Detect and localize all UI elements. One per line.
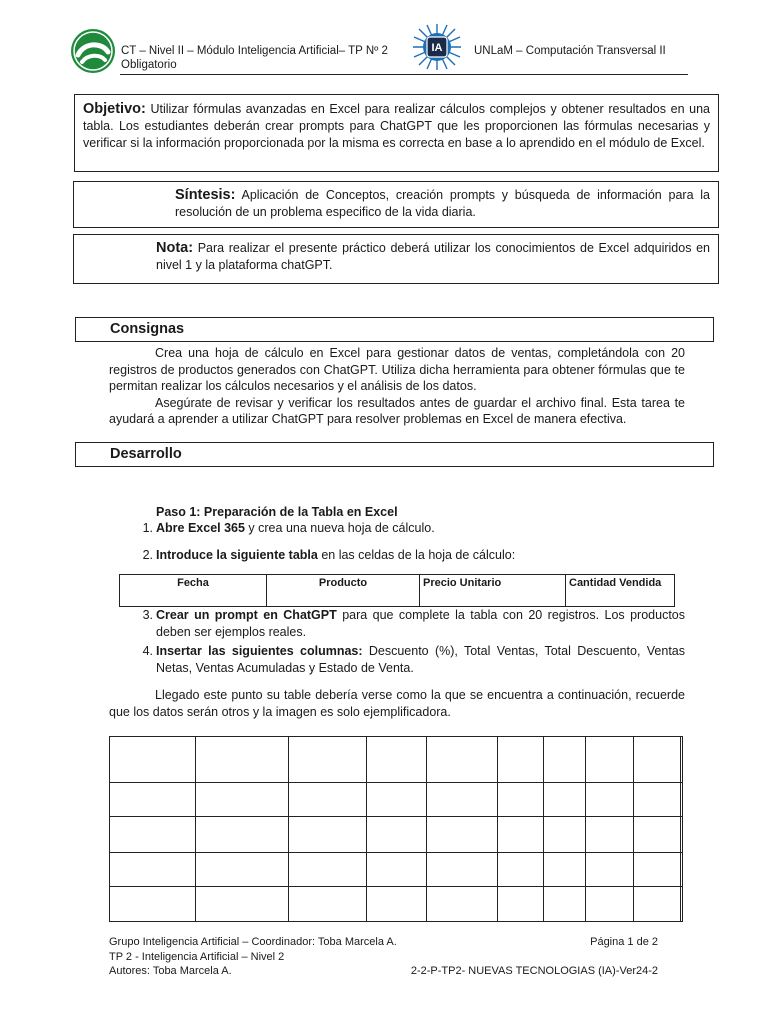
table-cell: [634, 817, 681, 852]
step-title: Paso 1: Preparación de la Tabla en Excel: [156, 505, 398, 519]
list-item-bold: Insertar las siguientes columnas:: [156, 644, 363, 658]
table-cell: [427, 886, 498, 921]
consignas-paragraph-2: Asegúrate de revisar y verificar los resultados antes de guardar el archivo final. Esta tarea te ayudará a aprender a utilizar ChatGPT para resolver problemas en Excel de manera efectiva.: [109, 395, 685, 426]
table-cell: [634, 886, 681, 921]
consignas-paragraph-1: Crea una hoja de cálculo en Excel para gestionar datos de ventas, completándola con 20 registros de productos generados con ChatGPT. Utiliza dicha herramienta para obtener fórmulas que te permitan realizar los cálculos necesarios y el análisis de los datos.: [109, 346, 685, 393]
table-cell: [586, 886, 634, 921]
table-cell: [544, 886, 586, 921]
note-text: Para realizar el presente práctico deberá utilizar los conocimientos de Excel adquiridos en nivel 1 y la plataforma chatGPT.: [156, 241, 710, 272]
list-item: [133, 643, 685, 677]
table-cell: [196, 783, 289, 817]
footer-page-number: Página 1 de 2: [590, 936, 658, 948]
list-number: 4.: [142, 644, 153, 658]
footer-group: Grupo Inteligencia Artificial – Coordinador: Toba Marcela A.: [109, 936, 397, 948]
table-cell: [634, 737, 681, 783]
section-heading-consignas: Consignas: [75, 317, 714, 342]
objective-label: Objetivo:: [83, 101, 146, 117]
footer-doc-code: 2-2-P-TP2- NUEVAS TECNOLOGIAS (IA)-Ver24-2: [410, 965, 658, 977]
table-row: [110, 886, 683, 921]
list-item-bold: Abre Excel 365: [156, 521, 245, 535]
table-cell: [681, 852, 683, 886]
list-item-bold: Crear un prompt en ChatGPT: [156, 608, 337, 622]
table-cell: [289, 886, 367, 921]
ia-badge-text: IA: [431, 42, 443, 54]
table-cell: [634, 783, 681, 817]
table-cell: [586, 817, 634, 852]
table-cell: [110, 737, 196, 783]
column-header-producto: Producto: [267, 575, 420, 607]
synthesis-box: [73, 181, 719, 228]
table-cell: [367, 817, 427, 852]
table-cell: [586, 737, 634, 783]
table-cell: [544, 817, 586, 852]
list-number: 3.: [142, 608, 153, 622]
column-header-cantidad: Cantidad Vendida: [566, 575, 675, 607]
table-cell: [498, 817, 544, 852]
table-cell: [427, 737, 498, 783]
list-item-text: para que complete la tabla con 20 registros. Los productos deben ser ejemplos reales.: [156, 608, 685, 639]
table-cell: [110, 783, 196, 817]
header-university: UNLaM – Computación Transversal II: [474, 45, 666, 57]
table-cell: [289, 817, 367, 852]
list-number: 1.: [142, 521, 153, 535]
table-cell: [498, 886, 544, 921]
table-cell: [498, 737, 544, 783]
list-item: [133, 607, 685, 641]
list-number: 2.: [142, 548, 153, 562]
table-cell: [289, 783, 367, 817]
table-cell: [681, 886, 683, 921]
footer-authors: Autores: Toba Marcela A.: [109, 965, 232, 977]
synthesis-text: Aplicación de Conceptos, creación prompts y búsqueda de información para la resolución de un problema especifico de la vida diaria.: [175, 188, 710, 219]
table-cell: [289, 737, 367, 783]
table-cell: [681, 817, 683, 852]
footer-tp: TP 2 - Inteligencia Artificial – Nivel 2: [109, 950, 285, 963]
table-row: [110, 783, 683, 817]
table-row: [110, 817, 683, 852]
header-title: CT – Nivel II – Módulo Inteligencia Artificial– TP Nº 2 Obligatorio: [121, 45, 388, 71]
list-item-text: Descuento (%), Total Ventas, Total Descuento, Ventas Netas, Ventas Acumuladas y Estado de Venta.: [156, 644, 685, 675]
table-cell: [586, 852, 634, 886]
table-cell: [634, 852, 681, 886]
table-cell: [289, 852, 367, 886]
table-row: [110, 737, 683, 783]
table-cell: [681, 783, 683, 817]
note-label: Nota:: [156, 240, 194, 256]
table-cell: [544, 852, 586, 886]
section-heading-desarrollo: Desarrollo: [75, 442, 714, 467]
list-item-bold: Introduce la siguiente tabla: [156, 548, 318, 562]
table-cell: [196, 886, 289, 921]
table-cell: [586, 783, 634, 817]
initial-columns-table: [119, 574, 675, 607]
list-item-text: y crea una nueva hoja de cálculo.: [244, 521, 435, 535]
column-header-precio: Precio Unitario: [420, 575, 566, 607]
objective-box: [74, 94, 719, 172]
table-cell: [196, 737, 289, 783]
table-cell: [196, 817, 289, 852]
list-item: [133, 547, 685, 564]
objective-text: Utilizar fórmulas avanzadas en Excel para realizar cálculos complejos y obtener resultados en una tabla. Los estudiantes deberán crear prompts para ChatGPT que les proporcionen las fórmulas necesarias y verificar si la información proporcionada por la misma es correcta en base a lo aprendido en el módulo de Excel.: [83, 102, 710, 150]
table-cell: [498, 783, 544, 817]
example-grid-table: [109, 736, 683, 922]
list-item-text: en las celdas de la hoja de cálculo:: [317, 548, 516, 562]
ia-chip-logo: [410, 22, 464, 72]
table-cell: [367, 852, 427, 886]
table-cell: [367, 783, 427, 817]
note-box: [73, 234, 719, 284]
column-header-fecha: Fecha: [120, 575, 267, 607]
table-cell: [544, 783, 586, 817]
table-row: [110, 852, 683, 886]
institution-logo: [70, 28, 116, 74]
table-cell: [110, 852, 196, 886]
table-cell: [427, 783, 498, 817]
synthesis-label: Síntesis:: [175, 187, 236, 203]
list-item: [133, 520, 685, 537]
table-cell: [367, 737, 427, 783]
table-cell: [196, 852, 289, 886]
header-divider: [120, 74, 688, 75]
table-cell: [681, 737, 683, 783]
table-cell: [427, 817, 498, 852]
consignas-body: [109, 345, 685, 428]
table-cell: [367, 886, 427, 921]
table-cell: [498, 852, 544, 886]
table-cell: [110, 817, 196, 852]
page-footer: [109, 935, 669, 979]
table-cell: [110, 886, 196, 921]
example-note: Llegado este punto su table debería verse como la que se encuentra a continuación, recuerde que los datos serán otros y la imagen es solo ejemplificadora.: [109, 688, 685, 719]
table-cell: [427, 852, 498, 886]
table-cell: [544, 737, 586, 783]
